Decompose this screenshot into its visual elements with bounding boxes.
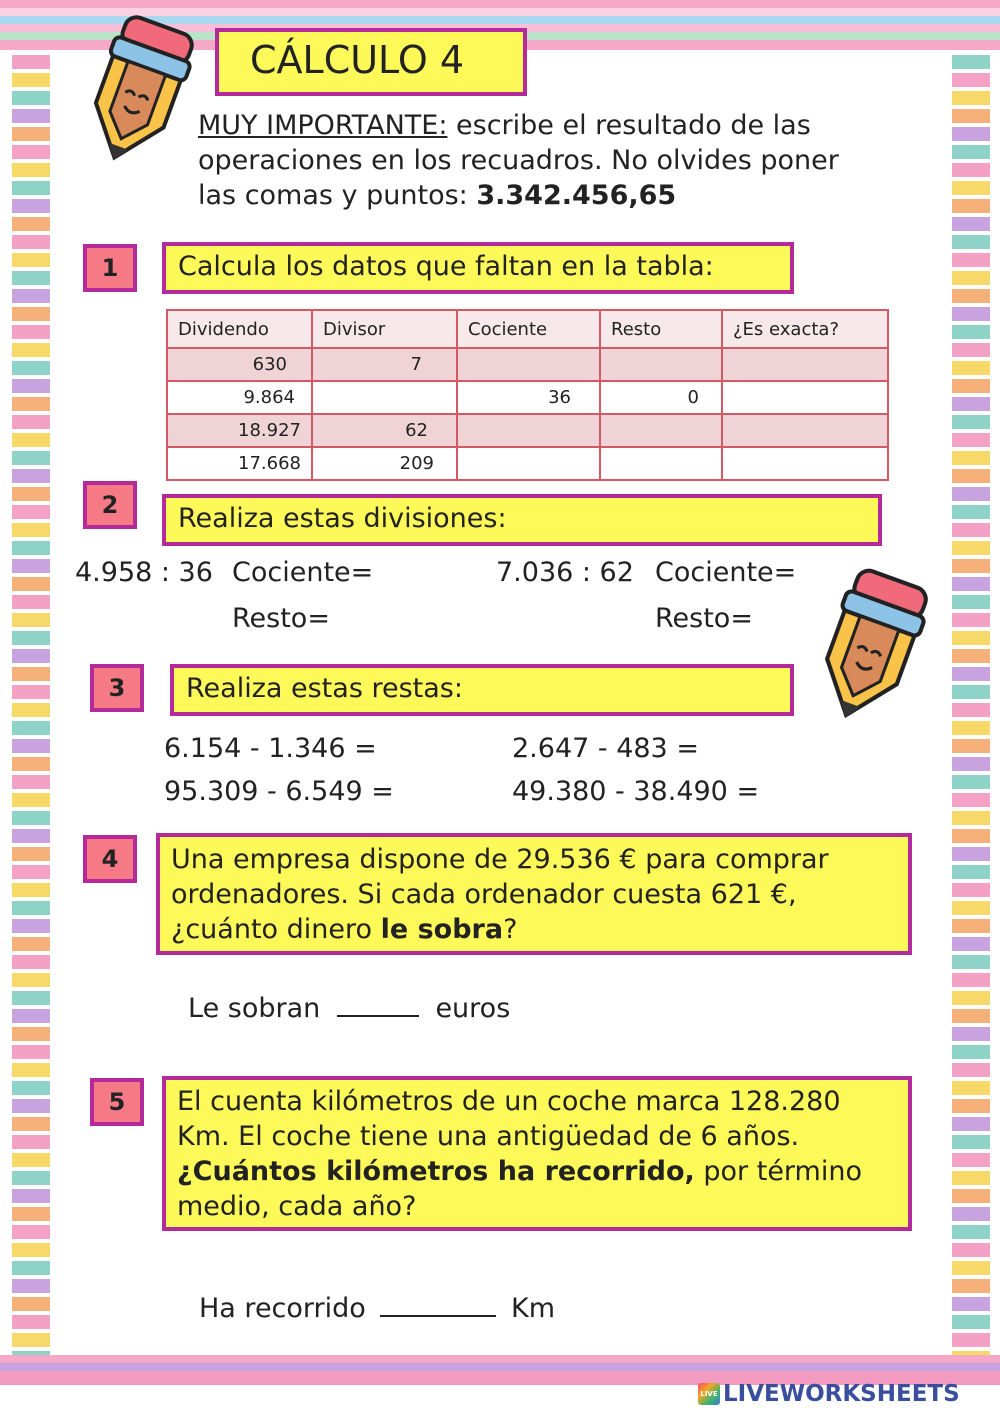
section-4-answer xyxy=(188,989,510,1024)
section-1-instruction: Calcula los datos que faltan en la tabla: xyxy=(178,251,714,282)
table-row xyxy=(167,447,888,480)
section-4-line3a: ¿cuánto dinero xyxy=(171,914,381,945)
section-3-number: 3 xyxy=(90,664,144,712)
right-stripes xyxy=(952,55,990,1355)
cell-divisor: 62 xyxy=(312,414,457,447)
section-1-number: 1 xyxy=(83,244,137,292)
live-badge-icon: LIVE xyxy=(698,1383,720,1405)
division-1: 4.958 : 36 xyxy=(75,557,213,588)
cell-dividendo: 630 xyxy=(167,348,312,381)
table-row xyxy=(167,348,888,381)
pencil-mascot-icon xyxy=(800,555,945,730)
answer-5-post: Km xyxy=(511,1293,556,1324)
division-1-resto[interactable]: Resto= xyxy=(232,603,330,634)
table-row xyxy=(167,414,888,447)
section-4-line3b: le sobra xyxy=(380,914,504,945)
cell-cociente-input[interactable] xyxy=(457,414,600,447)
section-5-number: 5 xyxy=(90,1078,144,1126)
intro-line1: escribe el resultado de las xyxy=(447,110,811,141)
answer-5-pre: Ha recorrido xyxy=(199,1293,366,1324)
answer-4-input[interactable] xyxy=(337,989,419,1017)
intro-label: MUY IMPORTANTE: xyxy=(198,110,448,141)
cell-dividendo: 9.864 xyxy=(167,381,312,414)
subtraction-1[interactable]: 6.154 - 1.346 = xyxy=(164,733,377,764)
section-3-instruction: Realiza estas restas: xyxy=(186,673,463,704)
subtraction-4[interactable]: 49.380 - 38.490 = xyxy=(512,776,760,807)
cell-cociente-input[interactable] xyxy=(457,348,600,381)
section-5-line3b: por término xyxy=(694,1156,862,1187)
liveworksheets-logo[interactable] xyxy=(698,1380,960,1408)
header-divisor: Divisor xyxy=(312,310,457,348)
section-2-number: 2 xyxy=(83,481,137,529)
cell-cociente-input[interactable] xyxy=(457,447,600,480)
section-4-line2: ordenadores. Si cada ordenador cuesta 621 €, xyxy=(171,879,797,910)
intro-line2: operaciones en los recuadros. No olvides poner xyxy=(198,145,839,176)
cell-resto-input[interactable] xyxy=(600,447,722,480)
subtraction-2[interactable]: 2.647 - 483 = xyxy=(512,733,699,764)
section-5-answer xyxy=(199,1289,555,1324)
section-4-line1: Una empresa dispone de 29.536 € para comprar xyxy=(171,844,829,875)
cell-resto-input[interactable] xyxy=(600,414,722,447)
intro-line3: las comas y puntos: xyxy=(198,180,477,211)
brand-text: LIVEWORKSHEETS xyxy=(723,1381,960,1407)
cell-divisor: 7 xyxy=(312,348,457,381)
header-exacta: ¿Es exacta? xyxy=(722,310,888,348)
section-5-line4: medio, cada año? xyxy=(177,1191,417,1222)
section-5-line3a: ¿Cuántos kilómetros ha recorrido, xyxy=(177,1156,695,1187)
division-2-resto[interactable]: Resto= xyxy=(655,603,753,634)
cell-resto: 0 xyxy=(600,381,722,414)
intro-example: 3.342.456,65 xyxy=(476,180,677,211)
section-5-line1: El cuenta kilómetros de un coche marca 128.280 xyxy=(177,1086,841,1117)
section-5-problem xyxy=(177,1084,862,1224)
table-row xyxy=(167,381,888,414)
answer-4-post: euros xyxy=(435,993,511,1024)
cell-cociente: 36 xyxy=(457,381,600,414)
answer-4-pre: Le sobran xyxy=(188,993,321,1024)
left-stripes xyxy=(12,55,50,1355)
intro-text xyxy=(198,108,918,213)
header-resto: Resto xyxy=(600,310,722,348)
section-4-problem xyxy=(171,842,829,947)
division-1-cociente[interactable]: Cociente= xyxy=(232,557,374,588)
pencil-mascot-icon xyxy=(70,2,210,172)
section-4-number: 4 xyxy=(83,835,137,883)
cell-exacta-input[interactable] xyxy=(722,414,888,447)
answer-5-input[interactable] xyxy=(380,1289,496,1317)
subtraction-3[interactable]: 95.309 - 6.549 = xyxy=(164,776,394,807)
division-2-cociente[interactable]: Cociente= xyxy=(655,557,797,588)
header-dividendo: Dividendo xyxy=(167,310,312,348)
cell-resto-input[interactable] xyxy=(600,348,722,381)
header-cociente: Cociente xyxy=(457,310,600,348)
page-title: CÁLCULO 4 xyxy=(250,38,465,82)
cell-dividendo: 18.927 xyxy=(167,414,312,447)
cell-divisor-input[interactable] xyxy=(312,381,457,414)
section-4-line3c: ? xyxy=(503,914,518,945)
section-2-instruction: Realiza estas divisiones: xyxy=(178,503,507,534)
cell-exacta-input[interactable] xyxy=(722,381,888,414)
section-5-line2: Km. El coche tiene una antigüedad de 6 años. xyxy=(177,1121,800,1152)
division-table xyxy=(166,309,889,481)
cell-divisor: 209 xyxy=(312,447,457,480)
cell-exacta-input[interactable] xyxy=(722,348,888,381)
cell-exacta-input[interactable] xyxy=(722,447,888,480)
division-2: 7.036 : 62 xyxy=(496,557,634,588)
cell-dividendo: 17.668 xyxy=(167,447,312,480)
